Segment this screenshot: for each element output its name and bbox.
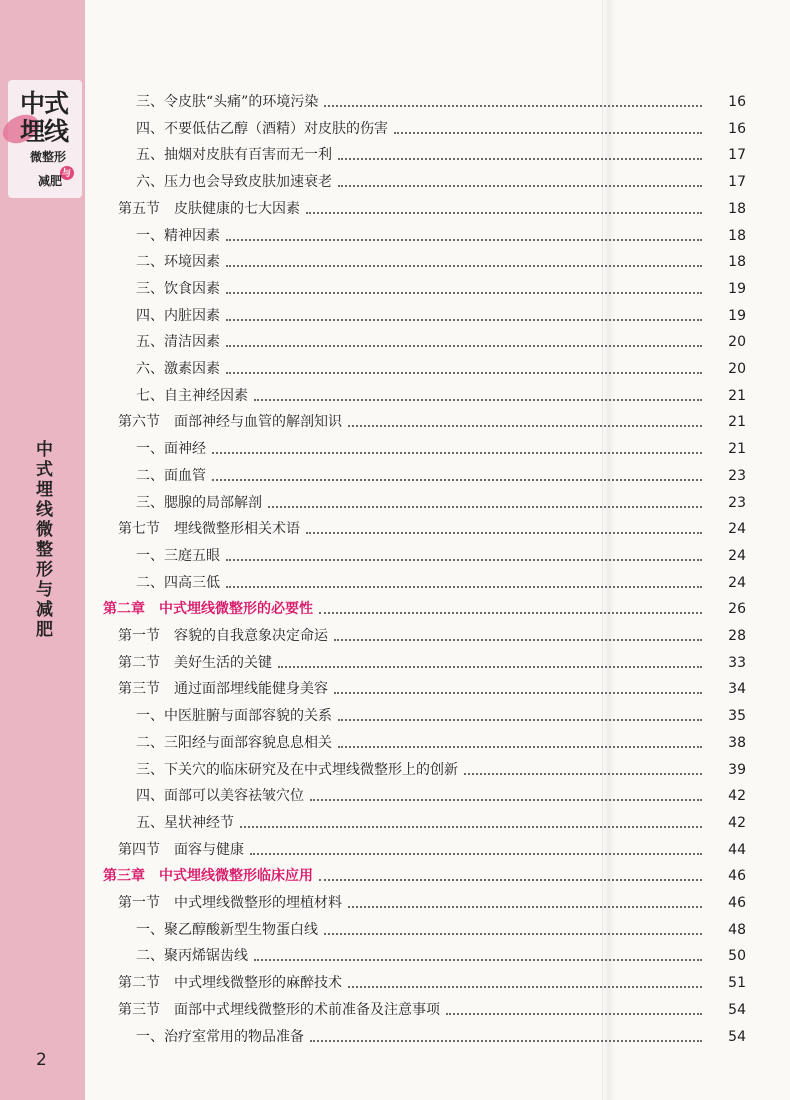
toc-entry-title: 六、压力也会导致皮肤加速衰老 xyxy=(136,174,332,191)
toc-row-item xyxy=(0,115,790,139)
toc-row-item xyxy=(0,88,790,112)
toc-row-item xyxy=(0,782,790,806)
toc-row-item xyxy=(0,275,790,299)
toc-entry-title: 第二节 美好生活的关键 xyxy=(118,654,272,671)
toc-entry-title: 七、自主神经因素 xyxy=(136,387,248,404)
dot-leader xyxy=(319,879,702,881)
dot-leader xyxy=(226,345,702,347)
toc-row-section xyxy=(0,622,790,646)
toc-page-number: 21 xyxy=(728,441,746,458)
toc-page-number: 48 xyxy=(728,921,746,938)
toc-page-number: 28 xyxy=(728,628,746,644)
logo-line2: 埋线 xyxy=(20,117,69,146)
toc-page-number: 19 xyxy=(728,280,746,297)
toc-page-number: 54 xyxy=(728,1001,746,1018)
toc-row-item xyxy=(0,489,790,513)
toc-row-item xyxy=(0,702,790,726)
dot-leader xyxy=(306,532,702,534)
toc-entry-title: 二、面血管 xyxy=(136,467,206,484)
toc-entry-title: 一、治疗室常用的物品准备 xyxy=(136,1028,304,1045)
toc-page-number: 21 xyxy=(728,414,746,431)
toc-page-number: 16 xyxy=(728,120,746,137)
dot-leader xyxy=(278,666,702,668)
dot-leader xyxy=(226,292,702,294)
toc-page-number: 24 xyxy=(728,521,746,538)
toc-row-item xyxy=(0,168,790,192)
toc-row-item xyxy=(0,462,790,486)
toc-page-number: 17 xyxy=(728,174,746,191)
toc-page-number: 21 xyxy=(728,387,746,404)
logo-line4: 减肥 xyxy=(38,174,63,188)
toc-entry-title: 三、腮腺的局部解剖 xyxy=(136,494,262,511)
dot-leader xyxy=(226,239,702,241)
toc-page-number: 46 xyxy=(728,895,746,911)
toc-row-section xyxy=(0,515,790,539)
toc-row-item xyxy=(0,222,790,246)
toc-page-number: 23 xyxy=(728,467,746,484)
toc-row-section xyxy=(0,836,790,860)
toc-page-number: 23 xyxy=(728,494,746,511)
dot-leader xyxy=(310,799,702,801)
dot-leader xyxy=(338,185,702,187)
toc-page-number: 44 xyxy=(728,841,746,858)
toc-entry-title: 五、星状神经节 xyxy=(136,814,234,831)
toc-entry-title: 二、四高三低 xyxy=(136,574,220,591)
toc-entry-title: 第六节 面部神经与血管的解剖知识 xyxy=(118,414,342,431)
toc-entry-title: 四、面部可以美容祛皱穴位 xyxy=(136,788,304,805)
toc-entry-title: 第一节 容貌的自我意象决定命运 xyxy=(118,628,328,644)
toc-row-item xyxy=(0,248,790,272)
dot-leader xyxy=(226,265,702,267)
toc-entry-title: 一、三庭五眼 xyxy=(136,547,220,564)
toc-page-number: 18 xyxy=(728,254,746,271)
toc-entry-title: 第五节 皮肤健康的七大因素 xyxy=(118,200,300,217)
dot-leader xyxy=(212,452,702,454)
toc-row-item xyxy=(0,382,790,406)
toc-page-number: 17 xyxy=(728,147,746,164)
logo-line3: 微整形 xyxy=(30,150,67,164)
toc-page-number: 20 xyxy=(728,334,746,351)
toc-entry-title: 三、饮食因素 xyxy=(136,280,220,297)
logo-mark: 与 xyxy=(62,169,72,179)
toc-page-number: 33 xyxy=(728,654,746,671)
toc-row-item xyxy=(0,729,790,753)
toc-entry-title: 三、令皮肤“头痛”的环境污染 xyxy=(136,94,319,110)
toc-row-item xyxy=(0,355,790,379)
toc-page-number: 20 xyxy=(728,361,746,377)
toc-page-number: 24 xyxy=(728,574,746,591)
dot-leader xyxy=(348,986,702,988)
dot-leader xyxy=(446,1013,702,1015)
toc-row-item xyxy=(0,569,790,593)
toc-entry-title: 第三节 面部中式埋线微整形的术前准备及注意事项 xyxy=(118,1001,440,1018)
toc-page-number: 39 xyxy=(728,761,746,778)
dot-leader xyxy=(334,692,702,694)
dot-leader xyxy=(319,612,702,614)
toc-row-section xyxy=(0,996,790,1020)
dot-leader xyxy=(394,132,702,134)
dot-leader xyxy=(226,372,702,374)
toc-row-item xyxy=(0,809,790,833)
toc-row-item xyxy=(0,1023,790,1047)
toc-entry-title: 第七节 埋线微整形相关术语 xyxy=(118,521,300,538)
toc-page-number: 18 xyxy=(728,227,746,244)
toc-row-item xyxy=(0,756,790,780)
toc-entry-title: 第二节 中式埋线微整形的麻醉技术 xyxy=(118,975,342,992)
dot-leader xyxy=(324,105,702,107)
toc-entry-title: 四、不要低估乙醇（酒精）对皮肤的伤害 xyxy=(136,120,388,137)
dot-leader xyxy=(254,399,702,401)
book-title-vertical: 中式埋线微整形与减肥 xyxy=(32,440,52,640)
toc-page-number: 16 xyxy=(728,94,746,110)
toc-page-number: 18 xyxy=(728,200,746,217)
dot-leader xyxy=(306,212,702,214)
toc-page-number: 42 xyxy=(728,814,746,831)
toc-entry-title: 四、内脏因素 xyxy=(136,307,220,324)
dot-leader xyxy=(338,746,702,748)
toc-page-number: 46 xyxy=(728,868,746,885)
toc-entry-title: 第三节 通过面部埋线能健身美容 xyxy=(118,681,328,698)
dot-leader xyxy=(310,1040,702,1042)
dot-leader xyxy=(254,959,702,961)
toc-entry-title: 二、三阳经与面部容貌息息相关 xyxy=(136,734,332,751)
toc-entry-title: 二、环境因素 xyxy=(136,254,220,271)
dot-leader xyxy=(324,933,702,935)
page-number: 2 xyxy=(36,1050,47,1070)
toc-page-number: 35 xyxy=(728,708,746,725)
toc-entry-title: 第三章 中式埋线微整形临床应用 xyxy=(103,868,313,885)
toc-row-item xyxy=(0,302,790,326)
toc-row-item xyxy=(0,542,790,566)
toc-page-number: 42 xyxy=(728,788,746,805)
dot-leader xyxy=(226,586,702,588)
toc-row-item xyxy=(0,435,790,459)
dot-leader xyxy=(226,319,702,321)
toc-page-number: 50 xyxy=(728,948,746,965)
toc-entry-title: 一、聚乙醇酸新型生物蛋白线 xyxy=(136,921,318,938)
dot-leader xyxy=(268,506,702,508)
dot-leader xyxy=(338,719,702,721)
toc-row-item xyxy=(0,328,790,352)
toc-entry-title: 二、聚丙烯锯齿线 xyxy=(136,948,248,965)
dot-leader xyxy=(240,826,702,828)
toc-entry-title: 六、激素因素 xyxy=(136,361,220,377)
toc-row-section xyxy=(0,675,790,699)
toc-entry-title: 一、精神因素 xyxy=(136,227,220,244)
logo-line1: 中式 xyxy=(20,89,69,118)
toc-row-item xyxy=(0,141,790,165)
toc-page-number: 51 xyxy=(728,975,746,992)
toc-page-number: 26 xyxy=(728,601,746,618)
toc-entry-title: 五、抽烟对皮肤有百害而无一利 xyxy=(136,147,332,164)
toc-page-number: 54 xyxy=(728,1028,746,1045)
toc-entry-title: 一、面神经 xyxy=(136,441,206,458)
toc-page-number: 19 xyxy=(728,307,746,324)
toc-entry-title: 第四节 面容与健康 xyxy=(118,841,244,858)
dot-leader xyxy=(226,559,702,561)
toc-row-chapter xyxy=(0,862,790,886)
dot-leader xyxy=(334,639,702,641)
toc-page-number: 24 xyxy=(728,547,746,564)
toc-row-chapter xyxy=(0,595,790,619)
toc-page-number: 34 xyxy=(728,681,746,698)
toc-row-section xyxy=(0,408,790,432)
dot-leader xyxy=(464,773,702,775)
toc-row-section xyxy=(0,195,790,219)
toc-entry-title: 第一节 中式埋线微整形的埋植材料 xyxy=(118,895,342,911)
dot-leader xyxy=(338,158,702,160)
dot-leader xyxy=(348,425,702,427)
toc-entry-title: 第二章 中式埋线微整形的必要性 xyxy=(103,601,313,618)
toc-row-section xyxy=(0,969,790,993)
dot-leader xyxy=(348,906,702,908)
toc-row-section xyxy=(0,649,790,673)
dot-leader xyxy=(212,479,702,481)
toc-entry-title: 三、下关穴的临床研究及在中式埋线微整形上的创新 xyxy=(136,761,458,778)
toc-entry-title: 一、中医脏腑与面部容貌的关系 xyxy=(136,708,332,725)
toc-page-number: 38 xyxy=(728,734,746,751)
dot-leader xyxy=(250,853,702,855)
toc-row-section xyxy=(0,889,790,913)
toc-row-item xyxy=(0,916,790,940)
toc-entry-title: 五、清洁因素 xyxy=(136,334,220,351)
toc-row-item xyxy=(0,942,790,966)
